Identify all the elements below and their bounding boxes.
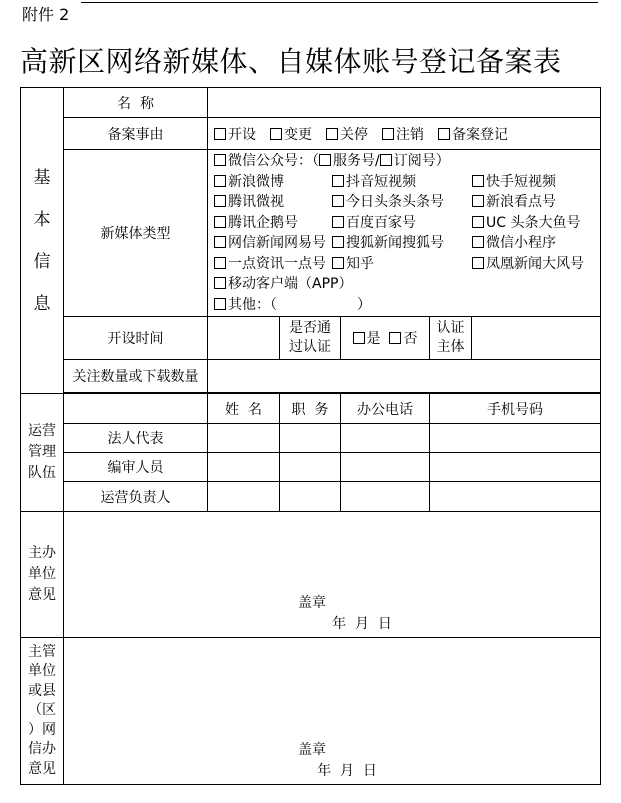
checkbox[interactable] — [382, 128, 394, 140]
role-operator: 运营负责人 — [64, 482, 208, 512]
wechat-option[interactable]: 微信公众号：（ 服务号/ 订阅号） — [214, 152, 600, 171]
certified-options — [341, 317, 430, 360]
team-cell[interactable] — [208, 482, 280, 512]
media-option[interactable]: 新浪看点号 — [472, 193, 600, 212]
team-cell[interactable] — [280, 482, 341, 512]
followers-label: 关注数量或下载数量 — [64, 360, 208, 393]
media-option[interactable]: UC 头条大鱼号 — [472, 214, 600, 233]
media-option[interactable]: 腾讯微视 — [214, 193, 332, 212]
sponsor-opinion-field[interactable] — [64, 512, 601, 638]
filing-option-register[interactable]: 备案登记 — [438, 124, 508, 144]
media-option[interactable]: 腾讯企鹅号 — [214, 214, 332, 233]
basic-info-section-label: 基 本 信 息 — [21, 88, 64, 394]
team-cell[interactable] — [341, 424, 430, 453]
open-time-field[interactable] — [208, 317, 280, 360]
filing-option-open[interactable]: 开设 — [214, 124, 256, 144]
media-option[interactable]: 抖音短视频 — [332, 173, 472, 192]
col-name: 姓 名 — [208, 394, 280, 424]
name-field[interactable] — [208, 88, 601, 118]
certified-no-option[interactable]: 否 — [389, 331, 417, 347]
filing-reason-label: 备案事由 — [64, 118, 208, 150]
authority-date: 年 月 日 — [317, 763, 377, 779]
media-option[interactable]: 百度百家号 — [332, 214, 472, 233]
media-option[interactable]: 微信小程序 — [472, 234, 600, 253]
cert-subject-label: 认证 主体 — [430, 317, 472, 360]
team-cell[interactable] — [430, 453, 601, 482]
team-section-label: 运营 管理 队伍 — [21, 394, 64, 512]
checkbox[interactable] — [214, 154, 226, 166]
team-cell[interactable] — [430, 482, 601, 512]
form-title: 高新区网络新媒体、自媒体账号登记备案表 — [20, 45, 562, 78]
checkbox[interactable] — [326, 128, 338, 140]
open-time-label: 开设时间 — [64, 317, 208, 360]
top-rule — [81, 2, 598, 3]
certified-yes-option[interactable]: 是 — [353, 331, 381, 347]
col-title: 职 务 — [280, 394, 341, 424]
media-option[interactable]: 一点资讯一点号 — [214, 255, 332, 274]
team-cell[interactable] — [430, 424, 601, 453]
app-option[interactable]: 移动客户端（APP） — [214, 275, 600, 294]
authority-stamp: 盖章 — [298, 742, 327, 758]
media-option[interactable]: 新浪微博 — [214, 173, 332, 192]
filing-option-change[interactable]: 变更 — [270, 124, 312, 144]
authority-section-label: 主管 单位 或县 （区 ）网 信办 意见 — [21, 638, 64, 785]
role-legal-rep: 法人代表 — [64, 424, 208, 453]
role-editor: 编审人员 — [64, 453, 208, 482]
filing-option-cancel[interactable]: 注销 — [382, 124, 424, 144]
col-mobile: 手机号码 — [430, 394, 601, 424]
name-label: 名 称 — [64, 88, 208, 118]
certified-label: 是否通 过认证 — [280, 317, 341, 360]
media-type-label: 新媒体类型 — [64, 150, 208, 317]
team-cell[interactable] — [341, 453, 430, 482]
authority-opinion-field[interactable] — [64, 638, 601, 785]
sponsor-date: 年 月 日 — [332, 616, 392, 632]
filing-reason-options — [208, 118, 601, 150]
media-option[interactable]: 凤凰新闻大风号 — [472, 255, 600, 274]
media-option[interactable]: 网信新闻网易号 — [214, 234, 332, 253]
media-option[interactable]: 今日头条头条号 — [332, 193, 472, 212]
filing-option-close[interactable]: 关停 — [326, 124, 368, 144]
media-option[interactable]: 搜狐新闻搜狐号 — [332, 234, 472, 253]
team-cell[interactable] — [280, 453, 341, 482]
media-option[interactable]: 知乎 — [332, 255, 472, 274]
checkbox[interactable] — [438, 128, 450, 140]
other-option[interactable]: 其他：（ ） — [214, 296, 600, 315]
cert-subject-field[interactable] — [472, 317, 601, 360]
media-option[interactable]: 快手短视频 — [472, 173, 600, 192]
team-header-blank — [64, 394, 208, 424]
checkbox[interactable] — [380, 154, 392, 166]
checkbox[interactable] — [270, 128, 282, 140]
registration-form-table — [20, 87, 601, 785]
followers-field[interactable] — [208, 360, 601, 393]
sponsor-stamp: 盖章 — [298, 595, 327, 611]
attachment-label: 附件 2 — [22, 5, 70, 24]
checkbox[interactable] — [319, 154, 331, 166]
team-cell[interactable] — [341, 482, 430, 512]
media-type-options — [208, 150, 601, 317]
checkbox[interactable] — [214, 128, 226, 140]
team-cell[interactable] — [208, 453, 280, 482]
team-cell[interactable] — [208, 424, 280, 453]
team-cell[interactable] — [280, 424, 341, 453]
col-office-phone: 办公电话 — [341, 394, 430, 424]
sponsor-section-label: 主办 单位 意见 — [21, 512, 64, 638]
